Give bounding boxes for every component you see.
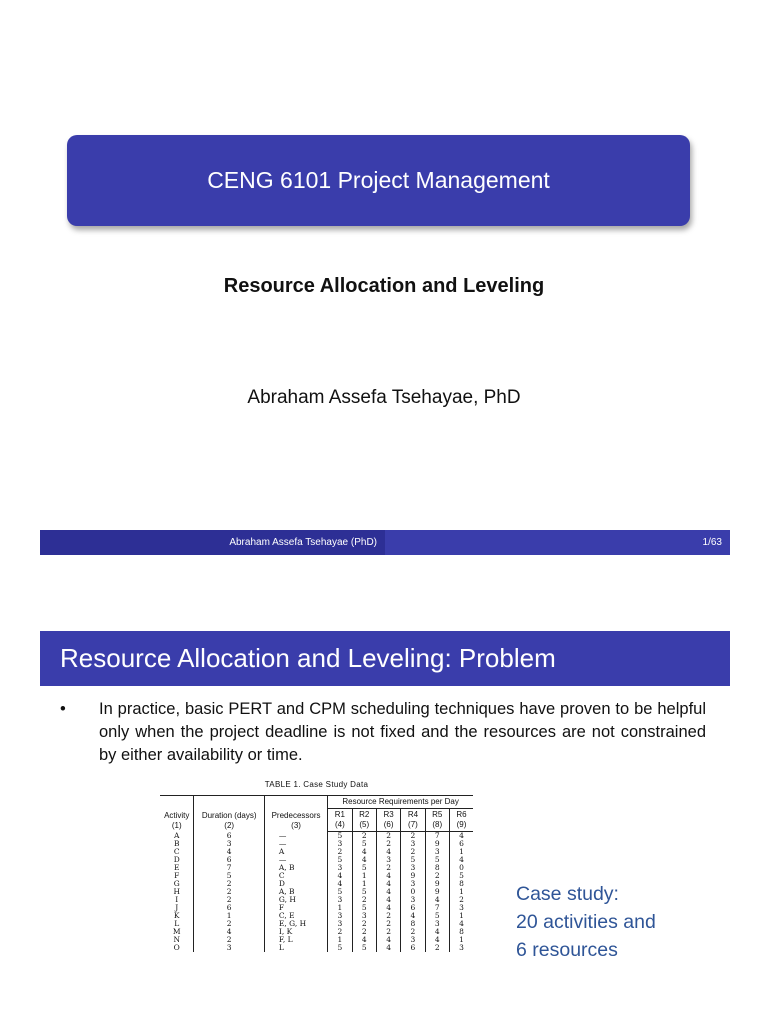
cell-duration: 2 [194,888,264,896]
cell-activity: K [173,911,180,920]
cell-resource: 3 [401,864,425,872]
cell-duration: 2 [194,936,264,944]
page-number: 1/63 [702,537,722,548]
cell-resource: 5 [328,888,352,896]
cell-activity: O [173,943,180,952]
cell-resource: 1 [352,880,376,888]
cell-predecessors: C [264,872,327,880]
cell-resource: 8 [449,880,473,888]
cell-resource: 5 [352,904,376,912]
cell-resource: 9 [425,888,449,896]
cell-resource: 9 [425,840,449,848]
cell-activity: B [173,839,180,848]
cell-resource: 7 [425,904,449,912]
cell-duration: 7 [194,864,264,872]
cell-duration: 6 [194,856,264,864]
cell-resource: 4 [376,936,400,944]
cell-resource: 6 [449,840,473,848]
cell-resource: 5 [352,864,376,872]
header-duration: Duration (days) (2) [194,796,264,832]
cell-resource: 3 [401,840,425,848]
cell-resource: 2 [352,832,376,841]
slide-footer [40,530,730,555]
data-table [160,795,473,952]
header-activity: Activity (1) [164,810,190,830]
cell-resource: 3 [328,864,352,872]
cell-resource: 1 [449,848,473,856]
case-study-line: Case study: [516,883,619,905]
header-resource-group: Resource Requirements per Day [328,796,473,809]
cell-duration: 2 [194,880,264,888]
cell-resource: 2 [376,912,400,920]
cell-activity: I [175,895,179,904]
cell-resource: 9 [425,880,449,888]
cell-resource: 2 [401,832,425,841]
cell-resource: 3 [376,856,400,864]
table-row [160,944,473,952]
cell-predecessors: G, H [264,896,327,904]
cell-resource: 1 [449,936,473,944]
cell-resource: 4 [425,928,449,936]
cell-duration: 5 [194,872,264,880]
cell-activity: A [174,830,180,840]
cell-resource: 4 [376,896,400,904]
cell-resource: 2 [328,848,352,856]
cell-resource: 5 [352,840,376,848]
cell-predecessors: D [264,880,327,888]
table-row [160,920,473,928]
cell-resource: 4 [449,832,473,841]
cell-predecessors: — [264,840,327,848]
bullet-point [60,698,706,767]
cell-resource: 4 [376,888,400,896]
case-study-line: 6 resources [516,939,618,961]
cell-resource: 2 [425,872,449,880]
case-study-line: 20 activities and [516,911,656,933]
cell-activity: J [175,903,179,912]
cell-resource: 3 [328,920,352,928]
cell-predecessors: A [264,848,327,856]
cell-predecessors: F, L [264,936,327,944]
bullet-text: In practice, basic PERT and CPM scheduling techniques have proven to be helpful only when the project deadline is not fixed and the resources are not constrained by either availability or time. [99,700,706,764]
cell-resource: 4 [376,944,400,952]
course-title: CENG 6101 Project Management [207,167,550,193]
cell-resource: 5 [328,944,352,952]
header-resource-r2: R2 (5) [352,809,376,832]
table-row [160,856,473,864]
cell-resource: 3 [449,944,473,952]
table-row [160,936,473,944]
cell-resource: 4 [328,872,352,880]
cell-resource: 2 [376,864,400,872]
cell-predecessors: A, B [264,888,327,896]
cell-duration: 4 [194,848,264,856]
cell-resource: 0 [449,864,473,872]
cell-predecessors: — [264,832,327,841]
course-title-box [67,135,690,226]
table-row [160,912,473,920]
cell-resource: 4 [328,880,352,888]
cell-resource: 3 [401,936,425,944]
cell-resource: 5 [328,856,352,864]
case-study-table [160,780,473,952]
frame-title-text: Resource Allocation and Leveling: Problem [60,643,556,673]
cell-duration: 3 [194,840,264,848]
lecture-subtitle: Resource Allocation and Leveling [223,275,545,297]
cell-activity: D [173,855,180,864]
cell-resource: 4 [376,872,400,880]
cell-predecessors: I, K [264,928,327,936]
header-resource-r6: R6 (9) [449,809,473,832]
table-row [160,848,473,856]
cell-duration: 1 [194,912,264,920]
cell-resource: 3 [425,848,449,856]
cell-resource: 1 [449,912,473,920]
cell-resource: 2 [376,840,400,848]
cell-duration: 6 [194,904,264,912]
header-resource-r1: R1 (4) [328,809,352,832]
table-row [160,896,473,904]
cell-resource: 4 [376,848,400,856]
cell-activity: G [173,879,180,888]
cell-resource: 6 [401,944,425,952]
cell-resource: 4 [352,848,376,856]
cell-resource: 4 [376,880,400,888]
cell-resource: 2 [376,928,400,936]
header-resource-r4: R4 (7) [401,809,425,832]
cell-resource: 5 [352,888,376,896]
cell-resource: 3 [352,912,376,920]
cell-resource: 2 [376,920,400,928]
cell-resource: 1 [328,904,352,912]
cell-resource: 1 [328,936,352,944]
cell-duration: 6 [194,832,264,841]
cell-resource: 3 [328,896,352,904]
cell-resource: 1 [449,888,473,896]
cell-activity: N [173,935,181,944]
cell-resource: 2 [352,896,376,904]
cell-resource: 3 [328,912,352,920]
cell-resource: 2 [352,928,376,936]
cell-resource: 3 [328,840,352,848]
cell-resource: 2 [425,944,449,952]
header-resource-r5: R5 (8) [425,809,449,832]
table-row [160,864,473,872]
cell-resource: 5 [425,912,449,920]
cell-resource: 7 [425,832,449,841]
cell-resource: 3 [449,904,473,912]
table-body [160,832,473,953]
cell-activity: C [173,847,180,856]
cell-resource: 2 [401,928,425,936]
cell-resource: 8 [425,864,449,872]
cell-resource: 3 [401,880,425,888]
cell-resource: 5 [401,856,425,864]
cell-duration: 3 [194,944,264,952]
cell-resource: 4 [352,856,376,864]
header-predecessors: Predecessors (3) [264,796,327,832]
cell-duration: 4 [194,928,264,936]
cell-resource: 4 [449,920,473,928]
cell-resource: 5 [425,856,449,864]
cell-resource: 9 [401,872,425,880]
cell-duration: 2 [194,896,264,904]
cell-activity: L [174,919,180,928]
case-study-note [516,880,656,964]
cell-resource: 4 [352,936,376,944]
cell-resource: 8 [401,920,425,928]
cell-predecessors: E, G, H [264,920,327,928]
table-row [160,888,473,896]
cell-resource: 4 [425,896,449,904]
cell-resource: 4 [449,856,473,864]
table-row [160,840,473,848]
cell-resource: 4 [401,912,425,920]
cell-duration: 2 [194,920,264,928]
cell-resource: 0 [401,888,425,896]
cell-resource: 2 [449,896,473,904]
table-row [160,928,473,936]
cell-activity: E [173,863,180,872]
cell-resource: 1 [352,872,376,880]
author-name: Abraham Assefa Tsehayae, PhD [247,387,521,408]
table-row [160,880,473,888]
cell-predecessors: L [264,944,327,952]
table-row [160,872,473,880]
cell-resource: 8 [449,928,473,936]
cell-resource: 2 [376,832,400,841]
cell-predecessors: F [264,904,327,912]
cell-resource: 4 [376,904,400,912]
cell-resource: 2 [328,928,352,936]
header-resource-r3: R3 (6) [376,809,400,832]
cell-predecessors: A, B [264,864,327,872]
cell-resource: 6 [401,904,425,912]
bullet-icon: • [60,700,66,718]
frame-title [40,631,730,686]
cell-resource: 4 [425,936,449,944]
table-row [160,832,473,841]
cell-resource: 2 [401,848,425,856]
table-row [160,904,473,912]
table-caption: TABLE 1. Case Study Data [264,780,369,789]
cell-predecessors: C, E [264,912,327,920]
cell-activity: F [174,871,180,880]
cell-predecessors: — [264,856,327,864]
problem-slide [0,580,768,1024]
cell-activity: M [172,927,181,936]
cell-resource: 3 [425,920,449,928]
cell-resource: 3 [401,896,425,904]
cell-resource: 5 [328,832,352,841]
cell-resource: 2 [352,920,376,928]
cell-resource: 5 [449,872,473,880]
cell-activity: H [173,887,180,896]
cell-resource: 5 [352,944,376,952]
footer-author: Abraham Assefa Tsehayae (PhD) [40,530,385,555]
